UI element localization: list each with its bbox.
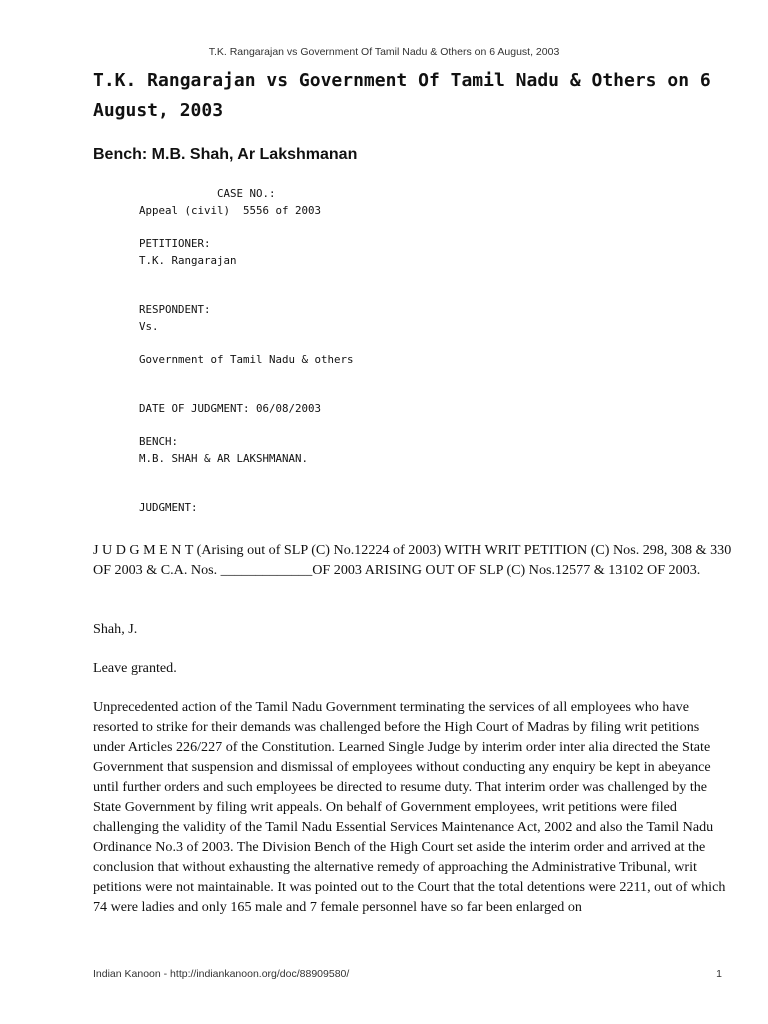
case-no-value: Appeal (civil) 5556 of 2003 <box>139 204 322 217</box>
respondent-vs: Vs. <box>139 320 159 333</box>
author-paragraph: Shah, J. <box>93 621 138 637</box>
bench-value: M.B. SHAH & AR LAKSHMANAN. <box>139 452 309 465</box>
leave-granted-paragraph: Leave granted. <box>93 660 177 676</box>
footer-source: Indian Kanoon - http://indiankanoon.org/doc/88909580/ <box>93 968 350 980</box>
judgment-label: JUDGMENT: <box>139 501 198 514</box>
respondent-value: Government of Tamil Nadu & others <box>139 353 354 366</box>
bench-heading: Bench: M.B. Shah, Ar Lakshmanan <box>93 146 358 163</box>
date-of-judgment: DATE OF JUDGMENT: 06/08/2003 <box>139 402 322 415</box>
document-title <box>93 66 733 126</box>
bench-label: BENCH: <box>139 435 179 448</box>
running-header: T.K. Rangarajan vs Government Of Tamil Nadu & Others on 6 August, 2003 <box>208 46 560 58</box>
document-title-line-2: August, 2003 <box>93 100 224 121</box>
page-number: 1 <box>716 968 722 980</box>
petitioner-label: PETITIONER: <box>139 237 211 250</box>
main-paragraph: Unprecedented action of the Tamil Nadu Government terminating the services of all employees who have resorted to strike for their demands was challenged before the High Court of Madras by filing writ petitions under Articles 226/227 of the Constitution. Learned Single Judge by interim order inter alia directed the State Government that suspension and dismissal of employees without conducting any enquiry be kept in abeyance until further orders and such employees be directed to resume duty. That interim order was challenged by the State Government by filing writ appeals. On behalf of Government employees, writ petitions were filed challenging the validity of the Tamil Nadu Essential Services Maintenance Act, 2002 and also the Tamil Nadu Ordinance No.3 of 2003. The Division Bench of the High Court set aside the interim order and arrived at the conclusion that without exhausting the alternative remedy of approaching the Administrative Tribunal, writ petitions were not maintainable. It was pointed out to the Court that the total detentions were 2211, out of which 74 were ladies and only 165 male and 7 female personnel have so far been enlarged on <box>93 699 726 915</box>
document-title-line-1: T.K. Rangarajan vs Government Of Tamil Nadu & Others on 6 <box>93 70 711 91</box>
judgment-intro-paragraph: J U D G M E N T (Arising out of SLP (C) No.12224 of 2003) WITH WRIT PETITION (C) Nos. 298, 308 & 330 OF 2003 & C.A. Nos. _____________OF 2003 ARISING OUT OF SLP (C) Nos.12577 & 13102 OF 2003. <box>93 542 732 578</box>
petitioner-value: T.K. Rangarajan <box>139 254 237 267</box>
respondent-label: RESPONDENT: <box>139 303 211 316</box>
case-no-label: CASE NO.: <box>139 187 276 200</box>
